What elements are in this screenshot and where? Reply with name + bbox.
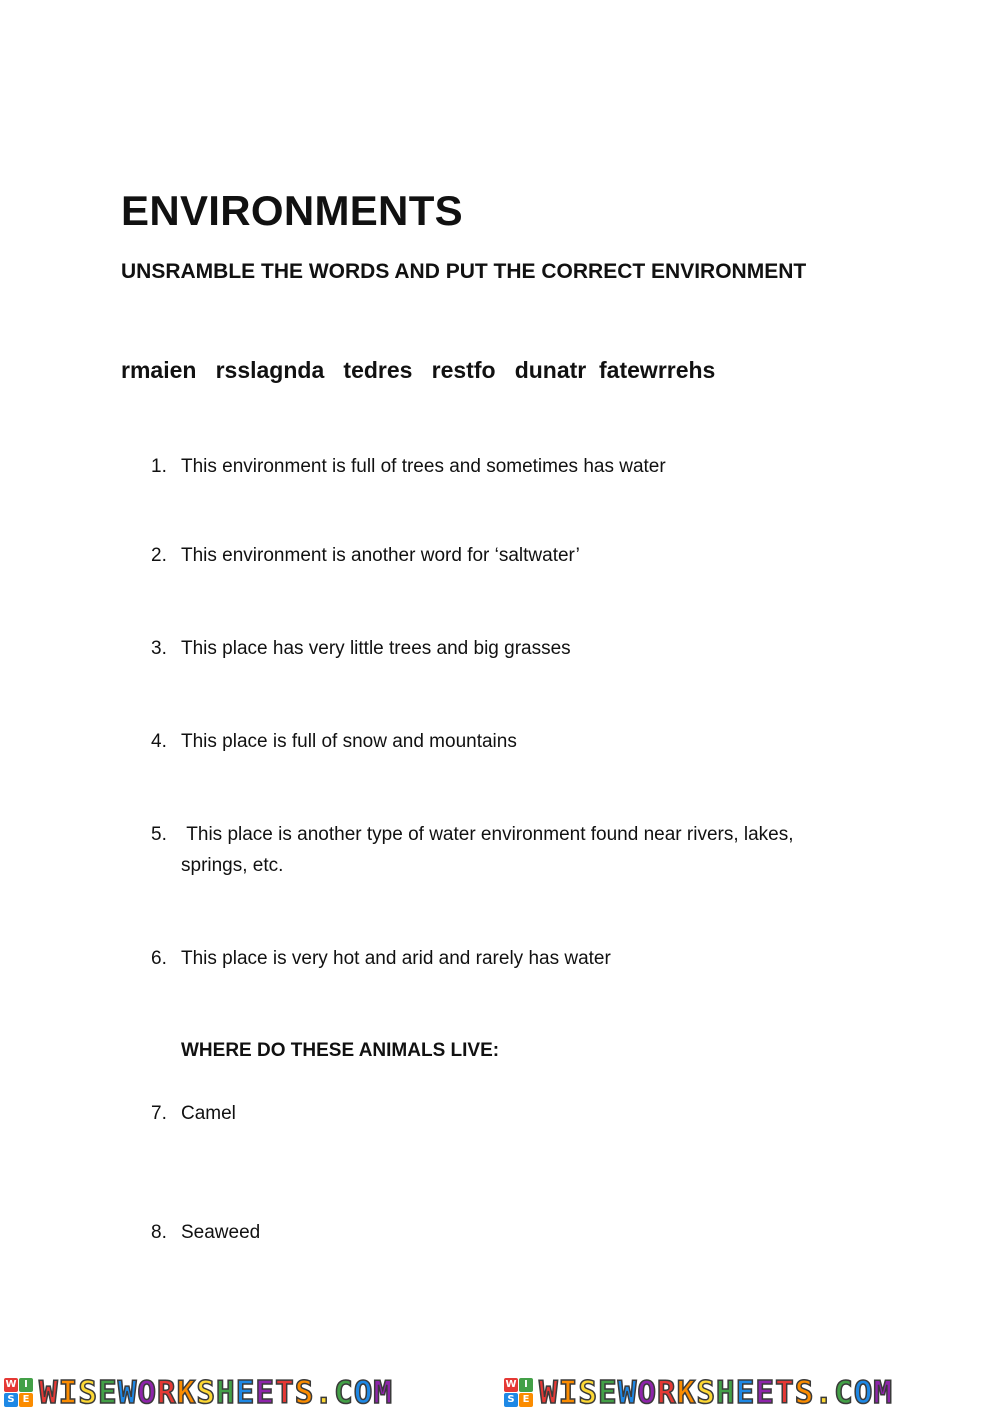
question-item	[151, 819, 831, 881]
question-text: This environment is full of trees and sometimes has water	[181, 456, 666, 477]
wiseworksheets-logo-icon	[504, 1378, 533, 1407]
brand-letter: C	[834, 1374, 854, 1411]
animals-heading: WHERE DO THESE ANIMALS LIVE:	[181, 1040, 500, 1061]
question-number: 4.	[151, 731, 167, 752]
footer-brand-text	[39, 1375, 393, 1411]
brand-letter: E	[735, 1374, 756, 1411]
question-number: 6.	[151, 948, 167, 969]
brand-letter: M	[873, 1374, 894, 1411]
logo-tile: E	[19, 1393, 33, 1407]
footer-brand-text	[539, 1375, 893, 1411]
brand-letter: I	[58, 1374, 79, 1411]
logo-tile: W	[505, 1379, 517, 1390]
page-title: ENVIRONMENTS	[121, 187, 463, 234]
brand-letter: R	[157, 1374, 177, 1411]
animal-question-item	[151, 1217, 851, 1248]
brand-letter: S	[696, 1374, 717, 1411]
brand-letter: K	[176, 1374, 197, 1411]
brand-letter: E	[255, 1374, 276, 1411]
brand-letter: H	[216, 1374, 236, 1411]
footer-watermark	[500, 1372, 1000, 1413]
brand-letter: O	[353, 1374, 374, 1411]
question-text: Seaweed	[181, 1222, 261, 1243]
logo-tile: I	[519, 1378, 533, 1392]
brand-letter: W	[117, 1374, 138, 1411]
brand-letter: O	[853, 1374, 874, 1411]
brand-letter: E	[235, 1374, 256, 1411]
brand-letter: M	[373, 1374, 394, 1411]
question-number: 5.	[151, 824, 167, 845]
wiseworksheets-logo-icon	[4, 1378, 33, 1407]
question-number: 7.	[151, 1103, 167, 1124]
question-text: This environment is another word for ‘saltwater’	[181, 545, 580, 566]
scrambled-word-bank: rmaien rsslagnda tedres restfo dunatr fatewrrehs	[121, 357, 716, 383]
brand-letter: .	[814, 1374, 835, 1411]
logo-tile: S	[4, 1393, 18, 1407]
brand-letter: .	[314, 1374, 335, 1411]
question-number: 1.	[151, 456, 167, 477]
brand-letter: E	[98, 1374, 118, 1411]
question-text: Camel	[181, 1103, 236, 1124]
question-item	[151, 540, 851, 571]
brand-letter: T	[275, 1374, 295, 1411]
animal-question-item	[151, 1098, 851, 1129]
logo-tile: S	[504, 1393, 518, 1407]
brand-letter: S	[196, 1374, 217, 1411]
brand-letter: W	[39, 1374, 59, 1411]
brand-letter: R	[657, 1374, 677, 1411]
brand-letter: E	[755, 1374, 776, 1411]
footer-watermark	[0, 1372, 500, 1413]
brand-letter: S	[78, 1374, 99, 1411]
question-number: 2.	[151, 545, 167, 566]
brand-letter: K	[676, 1374, 697, 1411]
brand-letter: T	[775, 1374, 795, 1411]
brand-letter: W	[617, 1374, 638, 1411]
logo-tile: I	[19, 1378, 33, 1392]
question-text: This place has very little trees and big grasses	[181, 638, 571, 659]
brand-letter: I	[558, 1374, 579, 1411]
question-text: This place is another type of water environment found near rivers, lakes, springs, etc.	[181, 824, 799, 876]
brand-letter: C	[334, 1374, 354, 1411]
question-text: This place is very hot and arid and rarely has water	[181, 948, 611, 969]
question-number: 3.	[151, 638, 167, 659]
brand-letter: O	[137, 1374, 158, 1411]
brand-letter: O	[637, 1374, 658, 1411]
question-item	[151, 451, 851, 482]
footer-watermark-bar	[0, 1372, 1000, 1413]
question-item	[151, 633, 851, 664]
question-number: 8.	[151, 1222, 167, 1243]
instructions: UNSRAMBLE THE WORDS AND PUT THE CORRECT ENVIRONMENT	[121, 260, 807, 283]
brand-letter: W	[539, 1374, 559, 1411]
brand-letter: H	[716, 1374, 736, 1411]
question-text: This place is full of snow and mountains	[181, 731, 517, 752]
brand-letter: S	[794, 1374, 815, 1411]
brand-letter: S	[294, 1374, 315, 1411]
logo-tile: W	[5, 1379, 17, 1390]
question-item	[151, 726, 851, 757]
brand-letter: S	[578, 1374, 599, 1411]
logo-tile: E	[519, 1393, 533, 1407]
brand-letter: E	[598, 1374, 618, 1411]
question-item	[151, 943, 851, 974]
